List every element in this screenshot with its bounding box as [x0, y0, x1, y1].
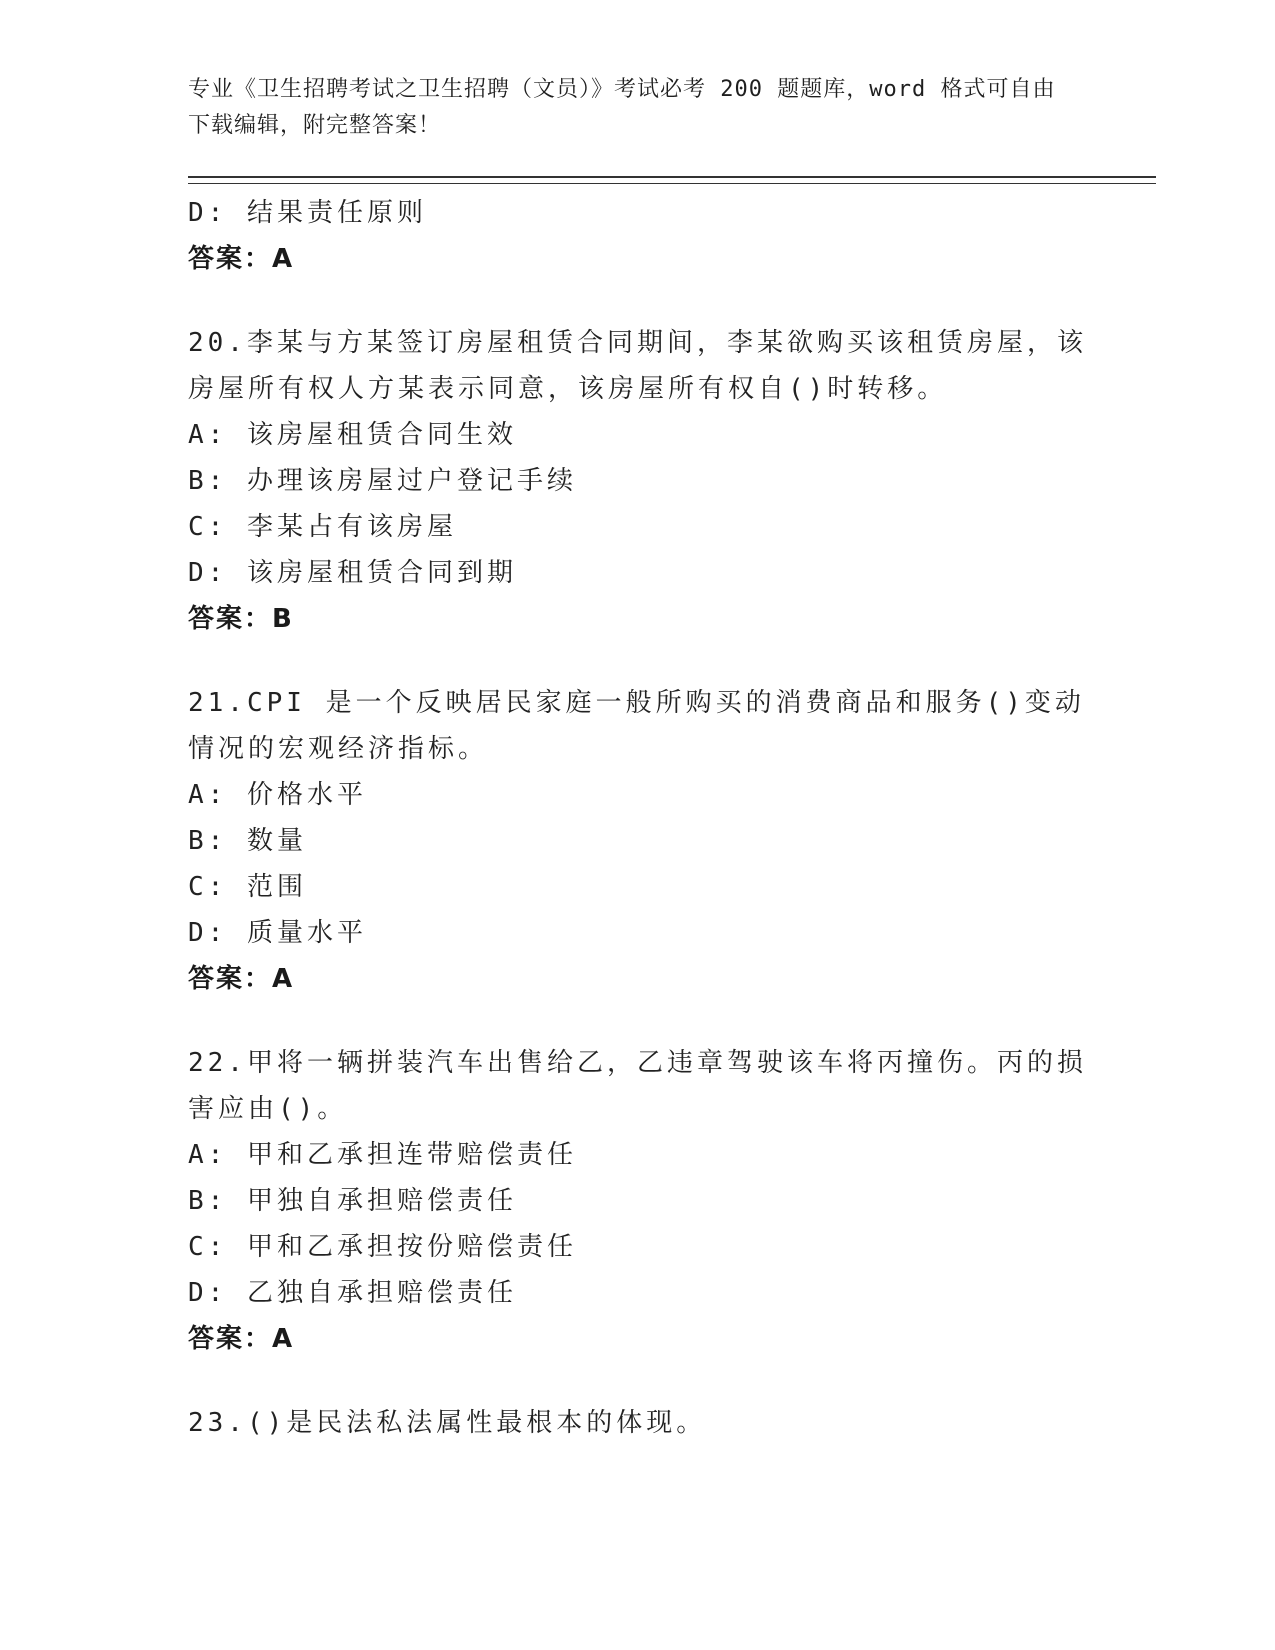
- answer-line: 答案：A: [188, 244, 295, 274]
- question-block-21: [188, 680, 1088, 1002]
- header-divider-thick: [188, 176, 1156, 178]
- answer-line: 答案：A: [188, 1324, 295, 1354]
- question-stem: 22.甲将一辆拼装汽车出售给乙，乙违章驾驶该车将丙撞伤。丙的损害应由()。: [188, 1048, 1087, 1124]
- option-a: A: 价格水平: [188, 780, 367, 810]
- answer-line: 答案：B: [188, 604, 294, 634]
- question-stem: 23.()是民法私法属性最根本的体现。: [188, 1408, 707, 1438]
- option-d: D: 质量水平: [188, 918, 367, 948]
- option-c: C: 范围: [188, 872, 307, 902]
- header-divider-thin: [188, 183, 1156, 184]
- question-block-22: [188, 1040, 1088, 1362]
- document-header: 专业《卫生招聘考试之卫生招聘（文员）》考试必考 200 题题库，word 格式可自由下载编辑，附完整答案！: [188, 77, 1056, 138]
- option-c: C: 甲和乙承担按份赔偿责任: [188, 1232, 577, 1262]
- option-d: D: 结果责任原则: [188, 198, 427, 228]
- question-block-20: [188, 320, 1088, 642]
- question-block-23: [188, 1400, 1088, 1446]
- question-content: [188, 190, 1088, 1446]
- option-b: B: 数量: [188, 826, 307, 856]
- option-d: D: 乙独自承担赔偿责任: [188, 1278, 517, 1308]
- question-stem: 20.李某与方某签订房屋租赁合同期间，李某欲购买该租赁房屋，该房屋所有权人方某表示同意，该房屋所有权自()时转移。: [188, 328, 1087, 404]
- option-c: C: 李某占有该房屋: [188, 512, 457, 542]
- question-stem: 21.CPI 是一个反映居民家庭一般所购买的消费商品和服务()变动情况的宏观经济指标。: [188, 688, 1085, 764]
- option-a: A: 该房屋租赁合同生效: [188, 420, 517, 450]
- option-d: D: 该房屋租赁合同到期: [188, 558, 517, 588]
- answer-line: 答案：A: [188, 964, 295, 994]
- option-b: B: 甲独自承担赔偿责任: [188, 1186, 517, 1216]
- option-a: A: 甲和乙承担连带赔偿责任: [188, 1140, 577, 1170]
- option-b: B: 办理该房屋过户登记手续: [188, 466, 577, 496]
